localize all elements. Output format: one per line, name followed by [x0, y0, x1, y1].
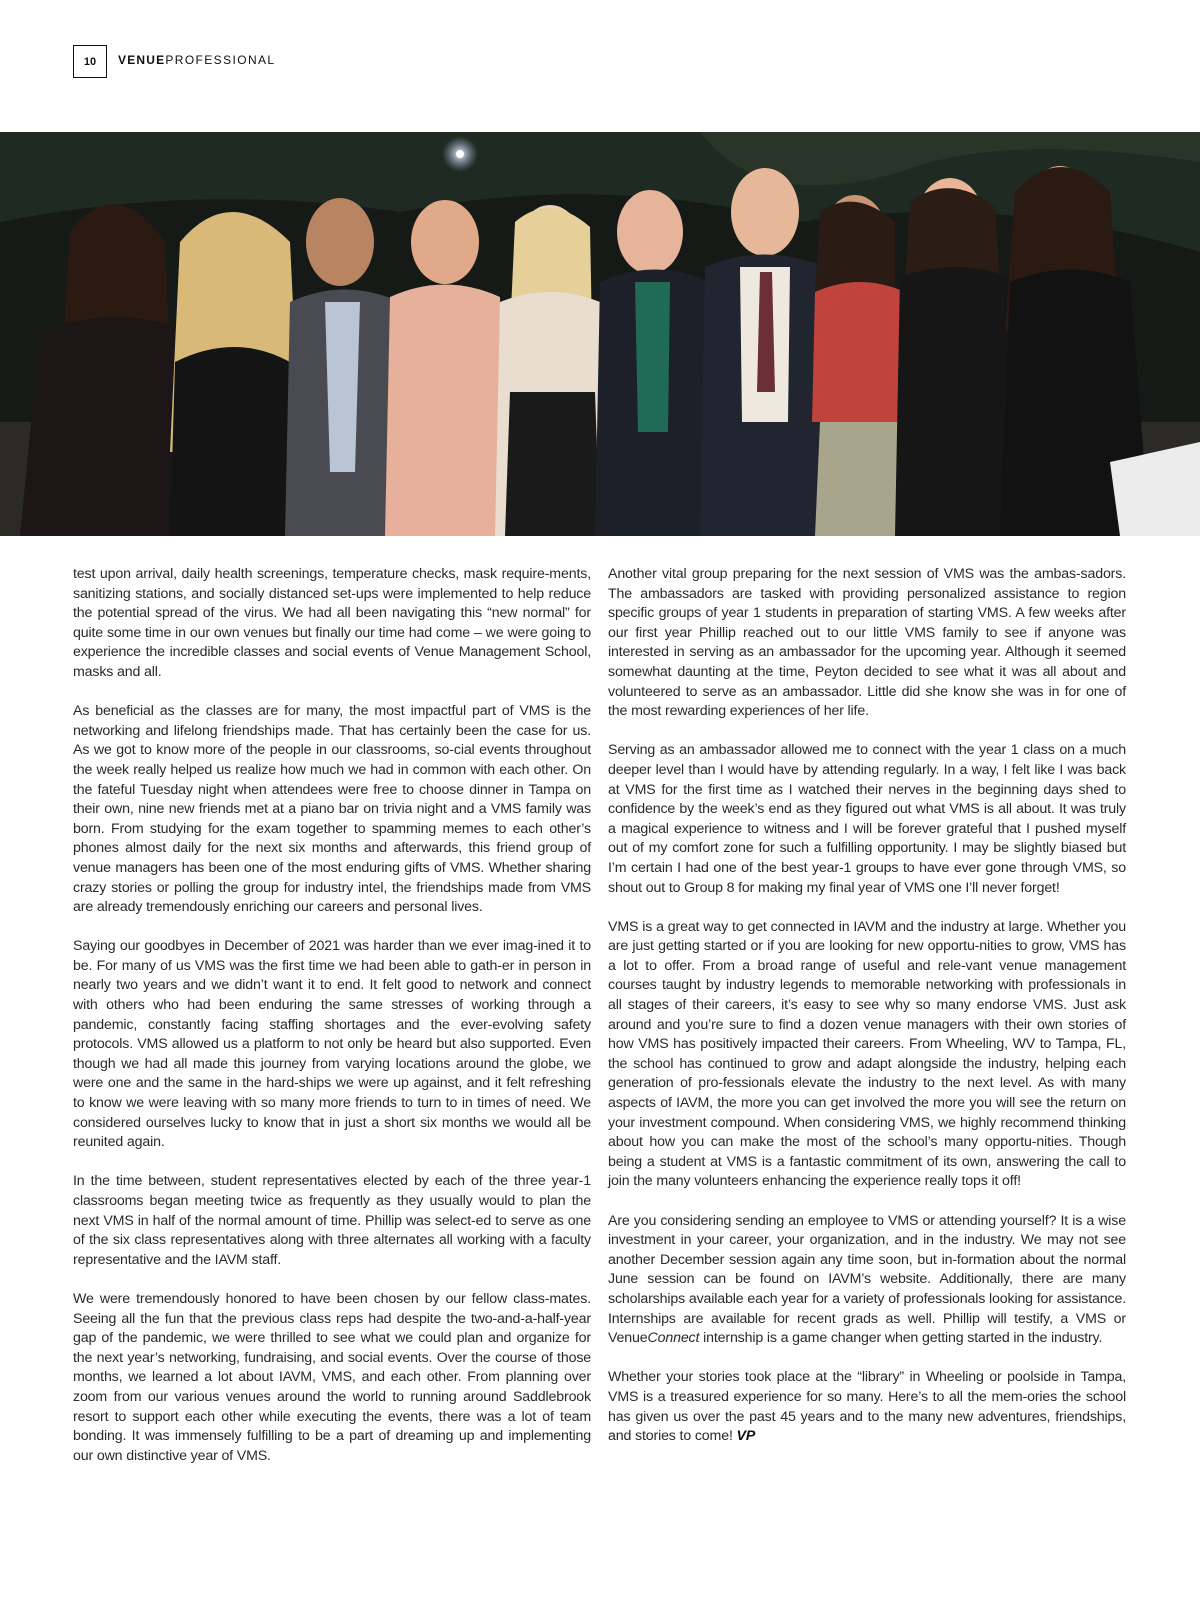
masthead — [118, 53, 276, 67]
paragraph: As beneficial as the classes are for many, the most impactful part of VMS is the networking and lifelong friendships made. That has certainly been the case for us. As we got to know more of the people in our classrooms, so-cial events throughout the week really helped us realize how much we had in common with each other. On the fateful Tuesday night when attendees were free to choose dinner in Tampa on their own, nine new friends met at a piano bar on trivia night and a VMS family was born. From studying for the exam together to spamming memes to each other’s phones almost daily for the next six months and afterwards, this friend group of venue managers has been one of the most enduring gifts of VMS. Whether sharing crazy stories or polling the group for industry intel, the friendships made from VMS are already tremendously enriching our careers and personal lives. — [73, 703, 591, 916]
venueconnect-italic: Connect — [647, 1330, 700, 1347]
paragraph: We were tremendously honored to have been chosen by our fellow class-mates. Seeing all the fun that the previous class reps had despite the two-and-a-half-year gap of the pandemic, we were thrilled to see what we could plan and organize for the next year’s networking, fundraising, and social events. Over the course of those months, we learned a lot about IAVM, VMS, and each other. From planning over zoom from our various venues around the world to running around Saddlebrook resort to support each other while executing the events, there was a lot of team bonding. It was immensely fulfilling to be a part of dreaming up and implementing our own distinctive year of VMS. — [73, 1290, 591, 1464]
group-photo — [0, 132, 1200, 536]
vp-end-mark: VP — [736, 1428, 756, 1445]
paragraph — [608, 1212, 1126, 1349]
article-column-right — [608, 565, 1126, 1466]
brand-bold: VENUE — [118, 53, 166, 67]
paragraph: Another vital group preparing for the next session of VMS was the ambas-sadors. The ambassadors are tasked with providing personalized assistance to region specific groups of year 1 students in preparation of starting VMS. A few weeks after our first year Phillip reached out to our little VMS family to see if anyone was interested in serving as an ambassador for the upcoming year. Although it seemed somewhat daunting at the time, Peyton decided to see what it was all about and volunteered to serve as an ambassador. Little did she know she was in for one of the most rewarding experiences of her life. — [608, 566, 1126, 720]
group-photo-illustration — [0, 132, 1200, 536]
paragraph: VMS is a great way to get connected in IAVM and the industry at large. Whether you are just getting started or if you are looking for new opportu-nities to grow, VMS has a lot to offer. From a broad range of useful and rele-vant venue management courses taught by industry legends to memorable networking with professionals in all stages of their careers, it’s easy to see why so many endorse VMS. Just ask around and you’re sure to find a dozen venue managers with their own stories of how VMS has positively impacted their careers. From Wheeling, WV to Tampa, FL, the school has continued to grow and adapt alongside the industry, helping each generation of pro-fessionals elevate the industry to the next level. As with many aspects of IAVM, the more you can get involved the more you will see the return on your investment compound. When considering VMS, we highly recommend thinking about how you can make the most of the school’s many opportu-nities. Though being a student at VMS is a fantastic commitment of its own, answering the call to join the many volunteers enhancing the experience really tops it off! — [608, 918, 1126, 1190]
paragraph-text: Are you considering sending an employee to VMS or attending yourself? It is a wise investment in your career, your organization, and in the industry. We may not see another December session again any time soon, but in-formation about the normal June session can be found on IAVM’s website. Additionally, there are many scholarships available each year for a variety of professionals looking for assistance. Internships are available for recent grads as well. Phillip will testify, a VMS or Venue — [608, 1212, 1126, 1347]
brand-light: PROFESSIONAL — [165, 53, 276, 67]
article-column-left — [73, 565, 591, 1486]
paragraph — [608, 1368, 1126, 1446]
paragraph: In the time between, student representatives elected by each of the three year-1 classrooms began meeting twice as frequently as they usually would to plan the next VMS in half of the normal amount of time. Phillip was select-ed to serve as one of the six class representatives along with three alternates all working with a faculty representative and the IAVM staff. — [73, 1173, 591, 1268]
paragraph: Saying our goodbyes in December of 2021 was harder than we ever imag-ined it to be. For many of us VMS was the first time we had been able to gath-er in person in nearly two years and we didn’t want it to end. It felt good to network and connect with others who had been enduring the same stresses of working through a pandemic, constantly facing staffing shortages and the ever-evolving safety protocols. VMS allowed us a platform to not only be heard but also supported. Even though we had all made this journey from varying locations around the globe, we were one and the same in the hard-ships we were up against, and it felt refreshing to know we were leaving with so many more friends to turn to in times of need. We considered ourselves lucky to know that in just a short six months we would all be reunited again. — [73, 938, 591, 1151]
paragraph: test upon arrival, daily health screenings, temperature checks, mask require-ments, sanitizing stations, and socially distanced set-ups were implemented to help reduce the potential spread of the virus. We had all been navigating this “new normal” for quite some time in our own venues but finally our time had come – we were going to experience the incredible classes and social events of Venue Management School, masks and all. — [73, 566, 591, 680]
paragraph-text: Whether your stories took place at the “library” in Wheeling or poolside in Tampa, VMS is a treasured experience for so many. Here’s to all the mem-ories the school has given us over the past 45 years and to the many new adventures, friendships, and stories to come! — [608, 1369, 1126, 1445]
paragraph: Serving as an ambassador allowed me to connect with the year 1 class on a much deeper level than I would have by attending regularly. In a way, I felt like I was back at VMS for the first time as I watched their nerves in the beginning days shed to confidence by the week’s end as they figured out what VMS is all about. It was truly a magical experience to witness and I will be forever grateful that I pushed myself out of my comfort zone for such a fulfilling opportunity. I may be slightly biased but I’m certain I had one of the best year-1 groups to have ever gone through VMS, so shout out to Group 8 for making my final year of VMS one I’ll never forget! — [608, 742, 1126, 896]
paragraph-text: internship is a game changer when getting started in the industry. — [699, 1330, 1103, 1347]
page-number: 10 — [73, 45, 107, 78]
